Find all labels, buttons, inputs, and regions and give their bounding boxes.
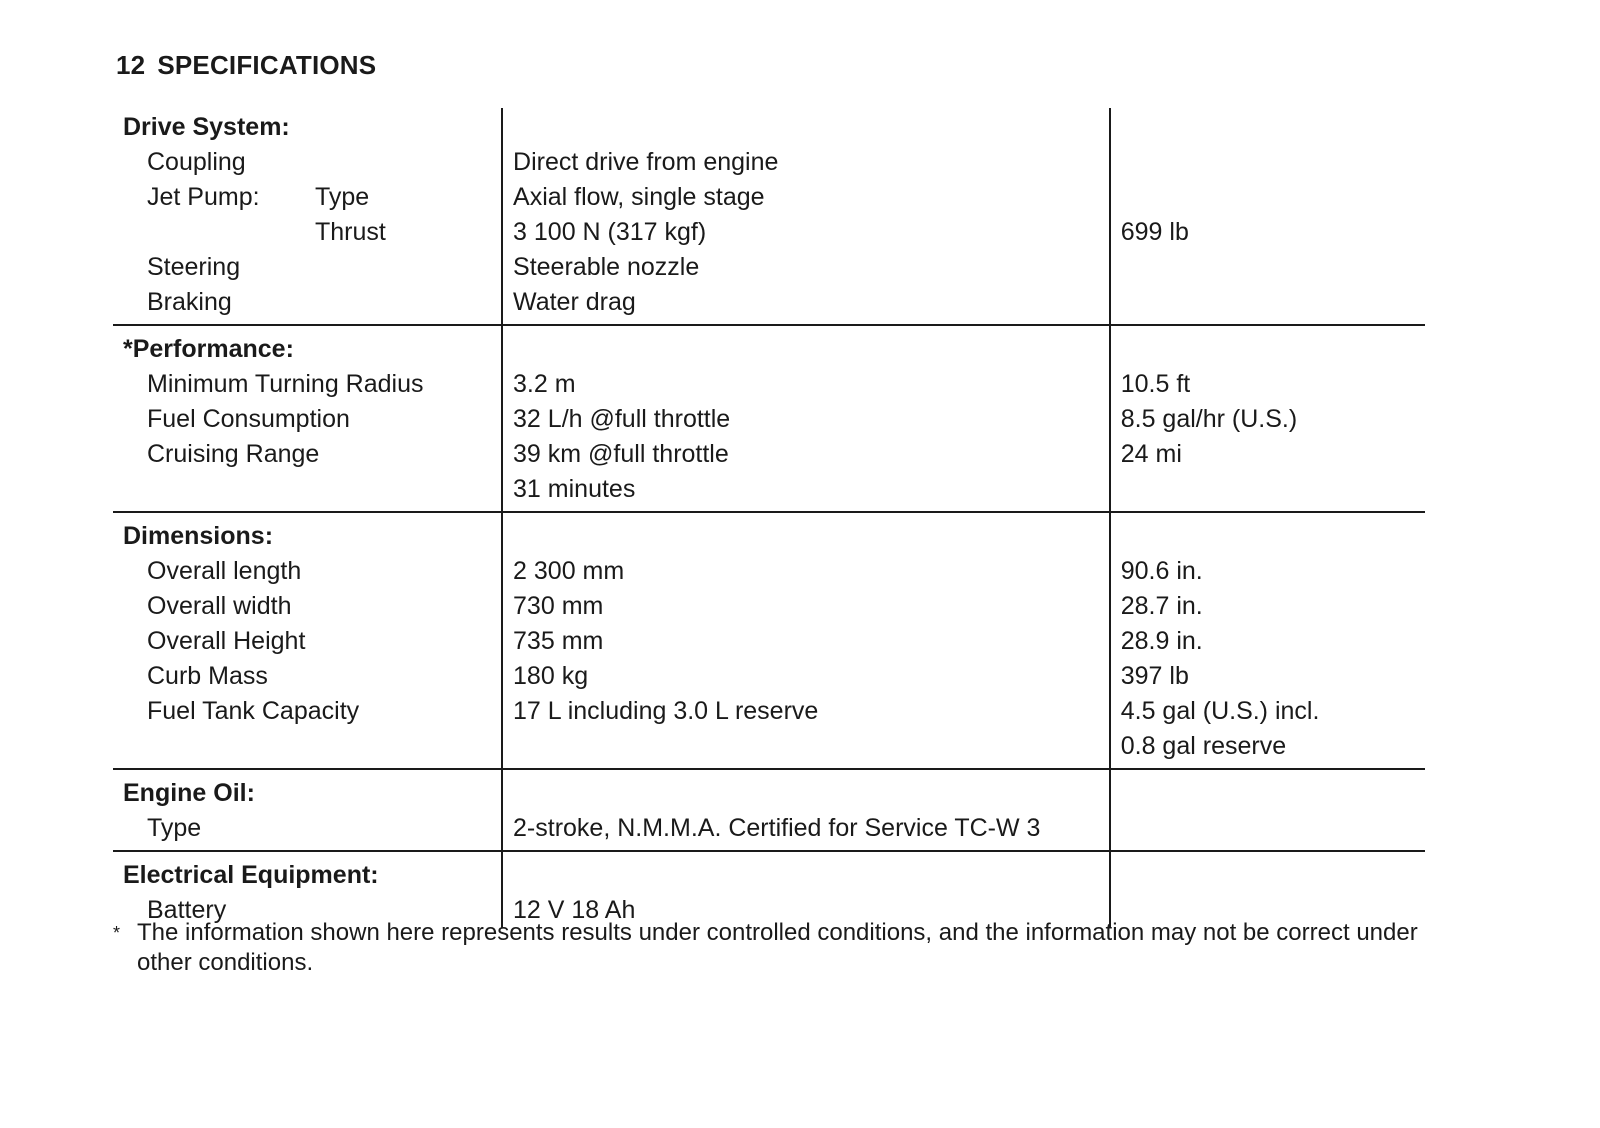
curb-mass-label: Curb Mass (147, 662, 268, 690)
thrust-label: Thrust (315, 218, 386, 246)
table-row (113, 694, 1425, 729)
electrical-title: Electrical Equipment: (123, 861, 379, 889)
specifications-table (113, 108, 1425, 928)
fuel-tank-label: Fuel Tank Capacity (147, 697, 360, 725)
dimensions-header-row (113, 512, 1425, 554)
table-row (113, 402, 1425, 437)
table-row (113, 215, 1425, 250)
table-row (113, 472, 1425, 512)
page-number: 12 (116, 50, 146, 80)
jet-pump-type-label: Type (315, 183, 370, 211)
overall-width-label: Overall width (147, 592, 292, 620)
steering-value: Steerable nozzle (502, 250, 1110, 285)
fuel-consumption-label: Fuel Consumption (147, 405, 350, 433)
steering-label: Steering (147, 253, 241, 281)
jet-pump-label: Jet Pump: (147, 183, 260, 211)
drive-system-header-row (113, 108, 1425, 145)
table-row (113, 554, 1425, 589)
table-row (113, 811, 1425, 851)
table-row (113, 367, 1425, 402)
thrust-value: 3 100 N (317 kgf) (502, 215, 1110, 250)
page-header (116, 50, 376, 81)
fuel-tank-value: 17 L including 3.0 L reserve (502, 694, 1110, 729)
fuel-tank-imperial: 4.5 gal (U.S.) incl. (1110, 694, 1425, 729)
oil-type-label: Type (147, 814, 202, 842)
table-row (113, 285, 1425, 325)
braking-label: Braking (147, 288, 232, 316)
footnote (113, 918, 1433, 978)
overall-length-label: Overall length (147, 557, 302, 585)
table-row (113, 250, 1425, 285)
overall-height-value: 735 mm (502, 624, 1110, 659)
cruising-range-label: Cruising Range (147, 440, 320, 468)
thrust-imperial: 699 lb (1110, 215, 1425, 250)
battery-label: Battery (147, 896, 227, 924)
electrical-header-row (113, 851, 1425, 893)
cruising-range-imperial: 24 mi (1110, 437, 1425, 472)
table-row (113, 624, 1425, 659)
overall-length-imperial: 90.6 in. (1110, 554, 1425, 589)
footnote-marker: * (113, 923, 121, 943)
performance-header-row (113, 325, 1425, 367)
overall-length-value: 2 300 mm (502, 554, 1110, 589)
footnote-text: The information shown here represents results under controlled conditions, and the information may not be correct under other conditions. (137, 919, 1418, 976)
engine-oil-title: Engine Oil: (123, 779, 255, 807)
fuel-tank-reserve-imperial: 0.8 gal reserve (1110, 729, 1425, 769)
turning-radius-imperial: 10.5 ft (1110, 367, 1425, 402)
page-title: SPECIFICATIONS (157, 50, 377, 80)
cruising-range-time: 31 minutes (502, 472, 1110, 512)
overall-width-imperial: 28.7 in. (1110, 589, 1425, 624)
coupling-label: Coupling (147, 148, 246, 176)
battery-value: 12 V 18 Ah (502, 893, 1110, 928)
overall-width-value: 730 mm (502, 589, 1110, 624)
table-row (113, 180, 1425, 215)
turning-radius-label: Minimum Turning Radius (147, 370, 424, 398)
fuel-consumption-imperial: 8.5 gal/hr (U.S.) (1110, 402, 1425, 437)
braking-value: Water drag (502, 285, 1110, 325)
oil-type-value: 2-stroke, N.M.M.A. Certified for Service TC-W 3 (502, 811, 1110, 851)
curb-mass-imperial: 397 lb (1110, 659, 1425, 694)
table-row (113, 589, 1425, 624)
turning-radius-value: 3.2 m (502, 367, 1110, 402)
coupling-value: Direct drive from engine (502, 145, 1110, 180)
curb-mass-value: 180 kg (502, 659, 1110, 694)
table-row (113, 145, 1425, 180)
cruising-range-value: 39 km @full throttle (502, 437, 1110, 472)
engine-oil-header-row (113, 769, 1425, 811)
fuel-consumption-value: 32 L/h @full throttle (502, 402, 1110, 437)
drive-system-title: Drive System: (123, 113, 290, 141)
performance-title: *Performance: (123, 335, 294, 363)
table-row (113, 659, 1425, 694)
table-row (113, 729, 1425, 769)
overall-height-label: Overall Height (147, 627, 306, 655)
overall-height-imperial: 28.9 in. (1110, 624, 1425, 659)
dimensions-title: Dimensions: (123, 522, 274, 550)
table-row (113, 437, 1425, 472)
jet-pump-type-value: Axial flow, single stage (502, 180, 1110, 215)
